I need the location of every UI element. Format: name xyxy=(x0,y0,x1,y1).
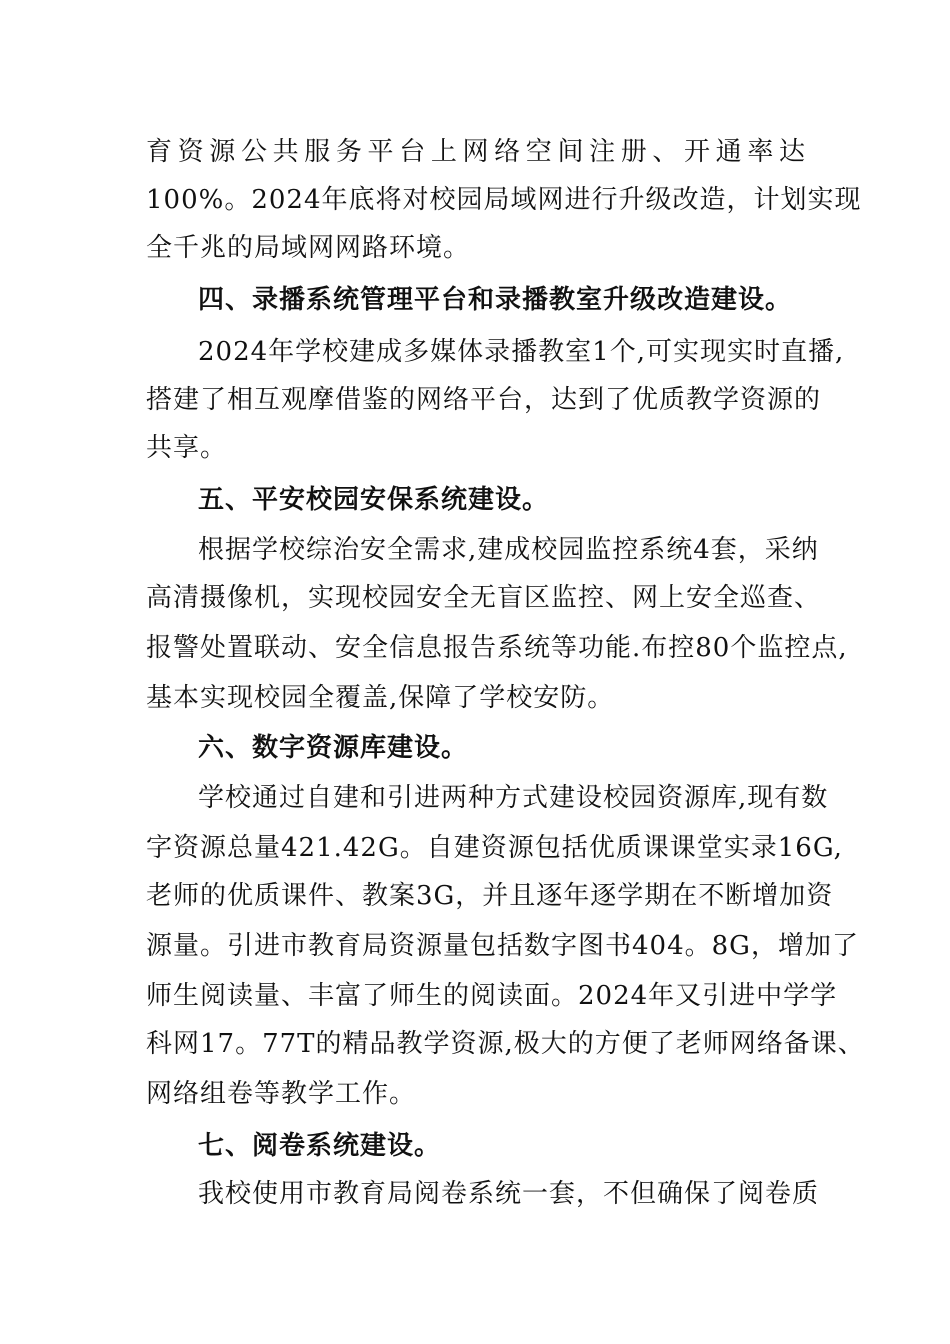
body-line: 2024年学校建成多媒体录播教室1个,可实现实时直播, xyxy=(198,337,845,367)
body-line: 共享。 xyxy=(146,433,228,463)
body-line: 全千兆的局域网网路环境。 xyxy=(146,233,471,263)
body-line: 高清摄像机，实现校园安全无盲区监控、网上安全巡查、 xyxy=(146,583,822,613)
body-line: 基本实现校园全覆盖,保障了学校安防。 xyxy=(146,683,615,713)
section-heading-6: 六、数字资源库建设。 xyxy=(198,733,469,763)
body-line: 师生阅读量、丰富了师生的阅读面。2024年又引进中学学 xyxy=(146,981,838,1011)
body-line: 老师的优质课件、教案3G，并且逐年逐学期在不断增加资 xyxy=(146,881,834,911)
section-heading-5: 五、平安校园安保系统建设。 xyxy=(198,485,550,515)
body-line: 我校使用市教育局阅卷系统一套，不但确保了阅卷质 xyxy=(198,1179,820,1209)
body-line: 字资源总量421.42G。自建资源包括优质课课堂实录16G, xyxy=(146,833,843,863)
body-line: 根据学校综治安全需求,建成校园监控系统4套，采纳 xyxy=(198,535,819,565)
body-line: 科网17。77T的精品教学资源,极大的方便了老师网络备课、 xyxy=(146,1029,865,1059)
body-line: 育资源公共服务平台上网络空间注册、开通率达 xyxy=(146,137,806,167)
body-line: 学校通过自建和引进两种方式建设校园资源库,现有数 xyxy=(198,783,829,813)
body-line: 搭建了相互观摩借鉴的网络平台，达到了优质教学资源的 xyxy=(146,385,822,415)
section-heading-7: 七、阅卷系统建设。 xyxy=(198,1131,442,1161)
body-line: 网络组卷等教学工作。 xyxy=(146,1079,417,1109)
body-line: 源量。引进市教育局资源量包括数字图书404。8G，增加了 xyxy=(146,931,859,961)
body-line: 报警处置联动、安全信息报告系统等功能.布控80个监控点, xyxy=(146,633,848,663)
section-heading-4: 四、录播系统管理平台和录播教室升级改造建设。 xyxy=(198,285,793,315)
body-line: 100%。2024年底将对校园局域网进行升级改造，计划实现 xyxy=(146,185,862,215)
